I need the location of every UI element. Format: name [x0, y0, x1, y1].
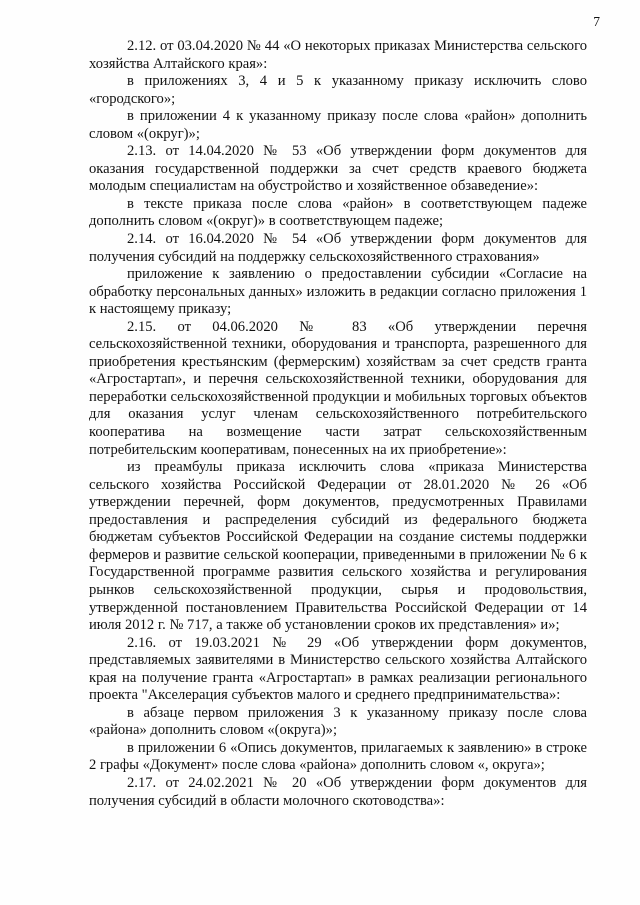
page-number: 7	[593, 14, 600, 29]
paragraph-2-13: 2.13. от 14.04.2020 № 53 «Об утверждении форм документов для оказания государственной поддержки за счет средств краевого бюджета молодым специалистам на обустройство и хозяйственное обзаведение»:	[89, 143, 587, 195]
paragraph-2-12: 2.12. от 03.04.2020 № 44 «О некоторых приказах Министерства сельского хозяйства Алтайского края»:	[89, 38, 587, 72]
paragraph-2-13-item-1: в тексте приказа после слова «район» в соответствующем падеже дополнить словом «(округ)» в соответствующем падеже;	[89, 195, 587, 230]
paragraph-2-12-item-2: в приложении 4 к указанному приказу после слова «район» дополнить словом «(округ)»;	[89, 108, 587, 142]
paragraph-2-15-item-1: из преамбулы приказа исключить слова «приказа Министерства сельского хозяйства Российской Федерации от 28.01.2020 № 26 «Об утверждении перечней, форм документов, предусмотренных Правилами предоставления и распределения субсидий из федерального бюджета бюджетам субъектов Российской Федерации на создание системы поддержки фермеров и развитие сельской кооперации, приведенными в приложении № 6 к Государственной программе развития сельского хозяйства и регулирования рынков сельскохозяйственной продукции, сырья и продовольствия, утвержденной постановлением Правительства Российской Федерации от 14 июля 2012 г. № 717, а также об установлении сроков их представления» и»;	[89, 459, 587, 634]
paragraph-2-14-item-1: приложение к заявлению о предоставлении субсидии «Согласие на обработку персональных данных» изложить в редакции согласно приложения 1 к настоящему приказу;	[89, 266, 587, 318]
paragraph-2-16-item-2: в приложении 6 «Опись документов, прилагаемых к заявлению» в строке 2 графы «Документ» после слова «района» дополнить словом «, округа»;	[89, 739, 587, 774]
paragraph-2-16: 2.16. от 19.03.2021 № 29 «Об утверждении форм документов, представляемых заявителями в Министерство сельского хозяйства Алтайского края на получение гранта «Агростартап» в рамках реализации регионального проекта "Акселерация субъектов малого и среднего предпринимательства»:	[89, 634, 587, 704]
document-body	[89, 38, 587, 810]
paragraph-2-15: 2.15. от 04.06.2020 № 83 «Об утверждении перечня сельскохозяйственной техники, оборудования и транспорта, разрешенного для приобретения крестьянским (фермерским) хозяйствам за счет средств гранта «Агростартап», и перечня сельскохозяйственной техники, оборудования для переработки сельскохозяйственной продукции и мобильных торговых объектов для оказания услуг членам сельскохозяйственного потребительского кооператива на возмещение части затрат сельскохозяйственным потребительским кооперативам, понесенных на их приобретение»:	[89, 318, 587, 458]
paragraph-2-14: 2.14. от 16.04.2020 № 54 «Об утверждении форм документов для получения субсидий на поддержку сельскохозяйственного страхования»	[89, 231, 587, 265]
paragraph-2-17: 2.17. от 24.02.2021 № 20 «Об утверждении форм документов для получения субсидий в области молочного скотоводства»:	[89, 774, 587, 809]
paragraph-2-16-item-1: в абзаце первом приложения 3 к указанному приказу после слова «района» дополнить словом «(округа)»;	[89, 704, 587, 739]
paragraph-2-12-item-1: в приложениях 3, 4 и 5 к указанному приказу исключить слово «городского»;	[89, 73, 587, 107]
